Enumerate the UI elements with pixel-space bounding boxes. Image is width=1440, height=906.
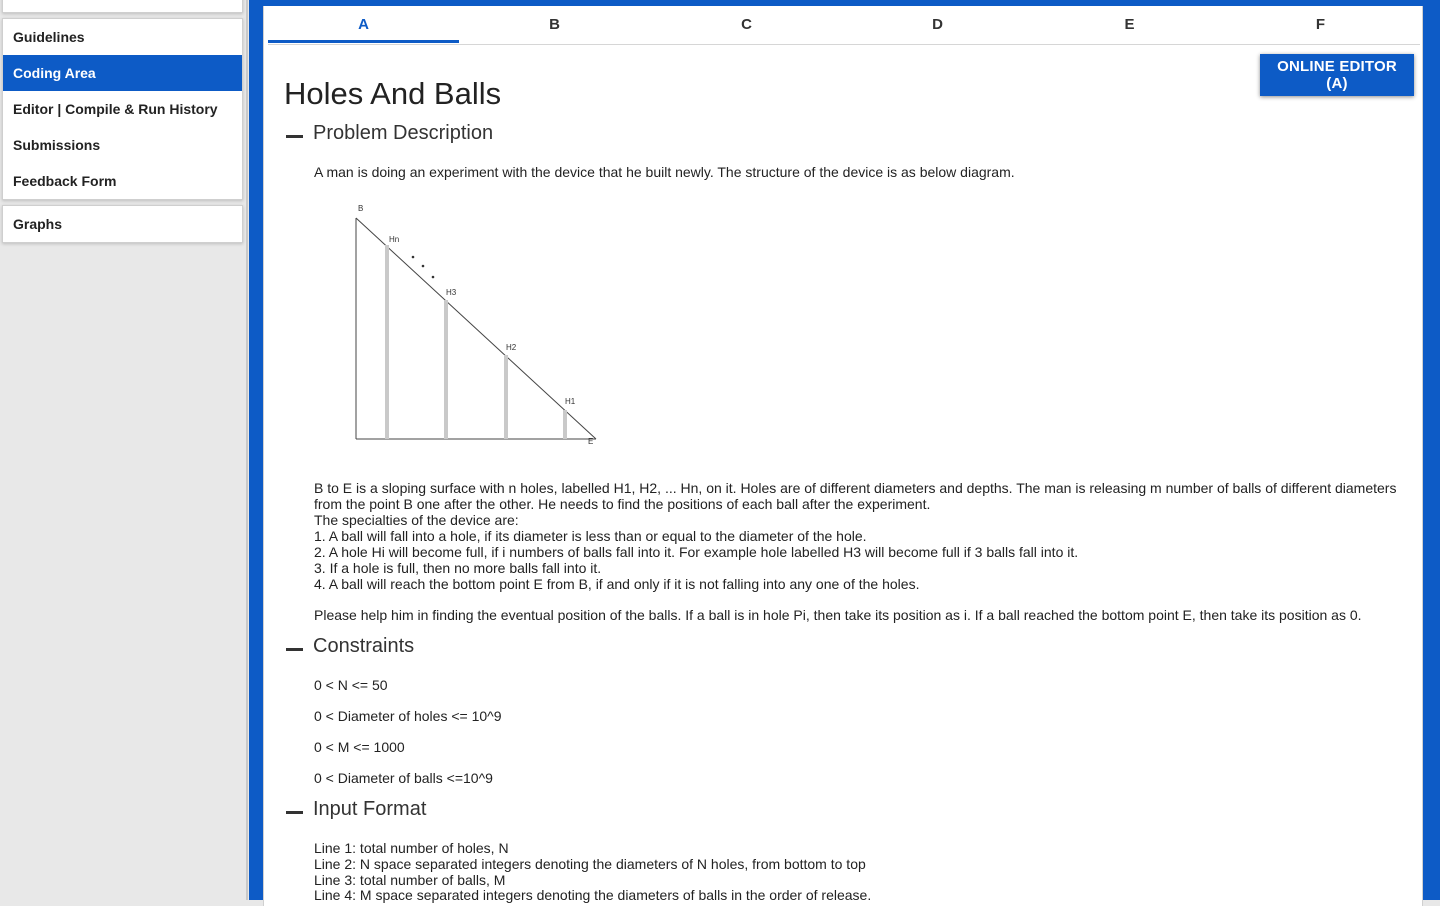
tab-b[interactable]: B [549,16,560,33]
rule-4: 4. A ball will reach the bottom point E from B, if and only if it is not falling into any one of the holes. [314,576,920,592]
tab-a[interactable]: A [268,6,459,43]
sidebar-item-graphs[interactable]: Graphs [13,216,63,232]
hole-h1 [563,410,567,439]
input-line: Line 1: total number of holes, N [314,840,509,856]
help-text: Please help him in finding the eventual position of the balls. If a ball is in hole Pi, then take its position as i. If a ball reached the bottom point E, then take its position as 0. [314,607,1362,623]
label-b: B [358,204,364,213]
specialties-heading: The specialties of the device are: [314,512,519,528]
collapse-dash-icon[interactable] [286,811,303,814]
hole-h2 [504,355,508,439]
input-line: Line 2: N space separated integers denoting the diameters of N holes, from bottom to top [314,856,866,872]
intro-text: A man is doing an experiment with the device that he built newly. The structure of the device is as below diagram. [314,164,1015,180]
sidebar [0,0,248,900]
diagram-frame [356,218,596,439]
ellipsis-dot [422,265,425,268]
hole-h3 [444,300,448,439]
device-diagram [338,200,598,452]
section-title: Constraints [313,635,415,657]
sidebar-item-guidelines[interactable]: Guidelines [13,29,85,45]
label-h2: H2 [506,343,517,352]
main-frame [249,0,1440,903]
sidebar-item-feedback-form[interactable]: Feedback Form [13,173,117,189]
label-h3: H3 [446,288,457,297]
rule-1: 1. A ball will fall into a hole, if its diameter is less than or equal to the diameter of the hole. [314,528,867,544]
tab-c[interactable]: C [741,16,752,33]
online-editor-button[interactable]: ONLINE EDITOR (A) [1260,54,1414,96]
rule-3: 3. If a hole is full, then no more balls fall into it. [314,560,602,576]
label-hn: Hn [389,235,400,244]
constraint-item: 0 < M <= 1000 [314,739,405,755]
ellipsis-dot [432,276,435,279]
tab-f[interactable]: F [1315,16,1326,33]
sidebar-graphs-panel [2,205,243,243]
problem-panel [263,6,1423,906]
constraint-item: 0 < Diameter of holes <= 10^9 [314,708,502,724]
label-h1: H1 [565,397,576,406]
sidebar-item-coding-area[interactable]: Coding Area [3,55,242,91]
rule-2: 2. A hole Hi will become full, if i numbers of balls fall into it. For example hole labelled H3 will become full if 3 balls fall into it. [314,544,1079,560]
ellipsis-dot [412,256,415,259]
tab-e[interactable]: E [1124,16,1135,33]
constraint-item: 0 < Diameter of balls <=10^9 [314,770,493,786]
sidebar-top-panel [2,0,243,13]
input-line: Line 3: total number of balls, M [314,872,506,888]
hole-hn [385,245,389,439]
input-line: Line 4: M space separated integers denoting the diameters of balls in the order of release. [314,887,872,903]
label-e: E [588,437,594,446]
page-title: Holes And Balls [284,76,502,111]
description-paragraph: B to E is a sloping surface with n holes, labelled H1, H2, ... Hn, on it. Holes are of different diameters and depths. The man is releasing m number of balls of different diameters from the point B one after the other. He needs to find the positions of each ball after the experiment. [314,480,1397,512]
tab-d[interactable]: D [932,16,943,33]
sidebar-item-editor-history[interactable]: Editor | Compile & Run History [13,101,218,117]
section-title: Problem Description [313,122,494,144]
constraint-item: 0 < N <= 50 [314,677,388,693]
problem-tabs [268,6,1420,45]
section-title: Input Format [313,798,427,820]
collapse-dash-icon[interactable] [286,648,303,651]
collapse-dash-icon[interactable] [286,135,303,138]
sidebar-item-submissions[interactable]: Submissions [13,137,101,153]
sidebar-menu [2,18,243,200]
